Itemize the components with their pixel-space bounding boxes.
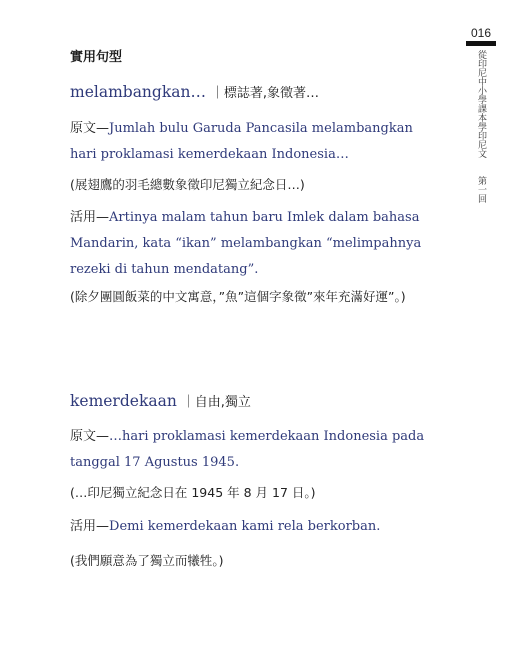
- page-number-rule: [466, 41, 496, 46]
- entry-meaning: 標誌著,象徵著…: [223, 86, 320, 101]
- original-text: …hari proklamasi kemerdekaan Indonesia pada tanggal 17 Agustus 1945.: [70, 429, 425, 470]
- original-translation: (…印尼獨立紀念日在 1945 年 8 月 17 日。): [70, 485, 316, 500]
- usage-sentence: [70, 205, 440, 283]
- section-heading: 實用句型: [70, 50, 123, 65]
- usage-translation: (我們願意為了獨立而犧牲。): [70, 553, 224, 568]
- term-separator: ｜: [210, 86, 224, 101]
- usage-label: 活用—: [70, 519, 110, 534]
- entry-term-row: [70, 82, 319, 101]
- entry-meaning: 自由,獨立: [194, 395, 251, 410]
- term-separator: ｜: [181, 395, 195, 410]
- usage-label: 活用—: [70, 210, 110, 225]
- entry-term-row: [70, 391, 251, 410]
- original-sentence: [70, 116, 440, 168]
- original-label: 原文—: [70, 429, 110, 444]
- entry-term: melambangkan…: [70, 83, 206, 101]
- usage-text: Artinya malam tahun baru Imlek dalam bahasa Mandarin, kata “ikan” melambangkan “melimpahnya rezeki di tahun mendatang”.: [70, 210, 422, 277]
- usage-text: Demi kemerdekaan kami rela berkorban.: [109, 519, 381, 534]
- original-label: 原文—: [70, 121, 110, 136]
- original-text: Jumlah bulu Garuda Pancasila melambangkan hari proklamasi kemerdekaan Indonesia…: [70, 121, 413, 162]
- chapter-label: 第一回: [476, 176, 486, 203]
- page-number: 016: [470, 26, 492, 40]
- original-sentence: [70, 424, 440, 476]
- book-title: 從印尼中小學課本學印尼文: [476, 50, 486, 158]
- usage-translation: (除夕團圓飯菜的中文寓意，”魚”這個字象徵”來年充滿好運”。): [70, 289, 406, 304]
- entry-term: kemerdekaan: [70, 392, 177, 410]
- usage-sentence: [70, 514, 440, 540]
- side-title: [468, 50, 494, 203]
- original-translation: (展翅鷹的羽毛總數象徵印尼獨立紀念日…): [70, 177, 305, 192]
